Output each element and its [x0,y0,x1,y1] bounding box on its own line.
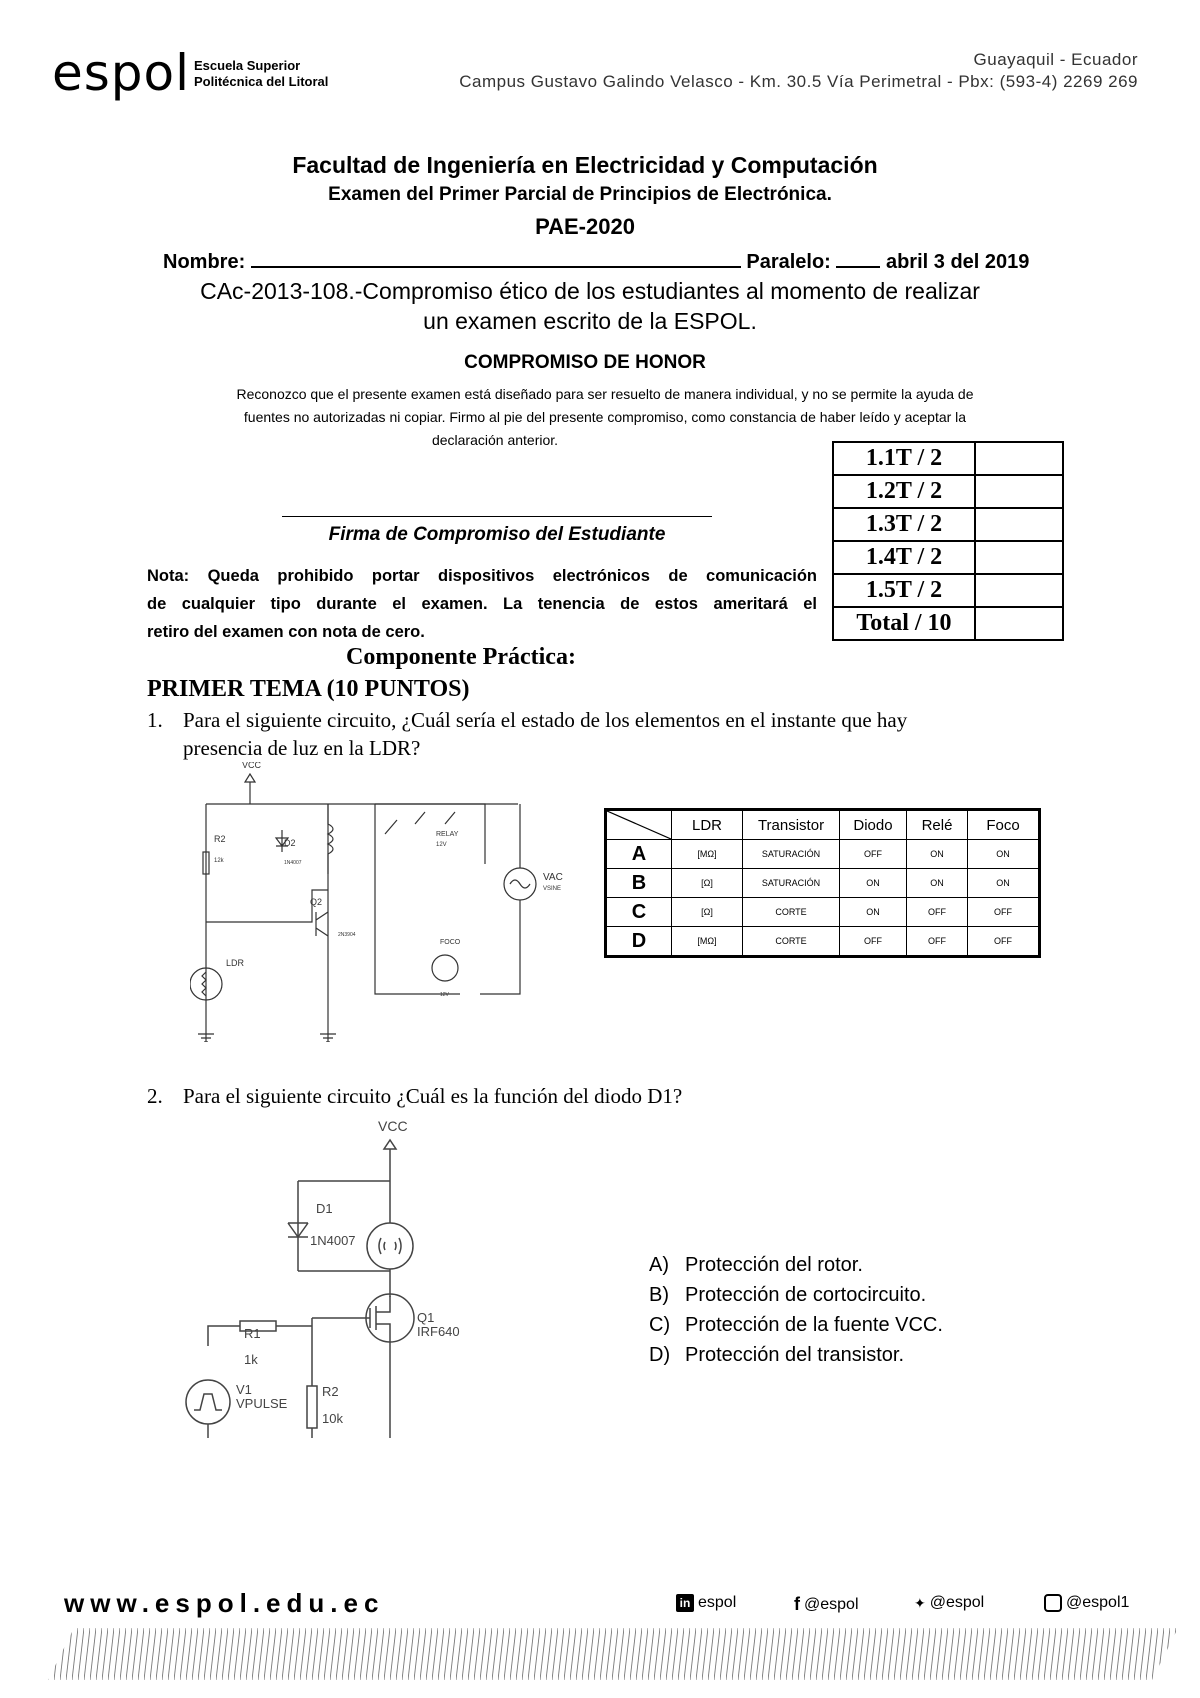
cac-line-2: un examen escrito de la ESPOL. [423,308,757,334]
option-label: A [606,840,672,869]
score-table [832,441,1064,641]
exam-code: PAE-2020 [535,214,635,239]
circuit-1-diagram [190,762,590,1042]
ans-header: Foco [968,810,1040,840]
paralelo-field[interactable] [836,248,880,268]
diagonal-icon [607,811,671,839]
score-row [833,442,1063,475]
score-cell[interactable] [975,541,1063,574]
facebook-handle: @espol [804,1595,859,1613]
c1-label-d2: D2 [284,838,296,848]
c2-label-r2v: 10k [322,1411,343,1426]
option-letter: D) [649,1344,671,1366]
q2-option-c[interactable] [649,1310,943,1340]
ans-header: Diodo [840,810,907,840]
table-cell: CORTE [743,898,840,927]
table-cell: OFF [840,840,907,869]
twitter-icon: ✦ [914,1594,926,1611]
table-cell: [Ω] [672,869,743,898]
q2-options [649,1250,943,1370]
q2-number: 2. [147,1084,163,1108]
score-row [833,508,1063,541]
score-label: Total / 10 [833,607,975,640]
score-cell[interactable] [975,508,1063,541]
footer-instagram[interactable] [1044,1594,1129,1612]
header-city: Guayaquil - Ecuador [973,50,1138,69]
name-field[interactable] [251,248,741,268]
twitter-handle: @espol [929,1594,985,1611]
c2-label-v1: V1 [236,1382,252,1397]
tema-heading: PRIMER TEMA (10 PUNTOS) [147,676,470,702]
table-row[interactable] [606,898,1040,927]
logo-sub-line1: Escuela Superior [194,58,301,73]
c1-label-ldr: LDR [226,958,245,968]
score-row [833,607,1063,640]
c2-label-d1: D1 [316,1201,333,1216]
c2-label-r1v: 1k [244,1352,258,1367]
score-label: 1.4T / 2 [833,541,975,574]
c1-label-focov: 12V [440,992,449,998]
c1-label-foco: FOCO [440,939,461,946]
q1-text-1: Para el siguiente circuito, ¿Cuál sería el estado de los elementos en el instante que hay [183,708,908,732]
q2-text: Para el siguiente circuito ¿Cuál es la función del diodo D1? [183,1084,683,1108]
q2-option-d[interactable] [649,1340,943,1370]
c2-label-d1v: 1N4007 [310,1233,356,1248]
table-row[interactable] [606,927,1040,957]
faculty-title: Facultad de Ingeniería en Electricidad y Computación [292,152,878,178]
option-letter: B) [649,1284,669,1306]
table-cell: ON [968,869,1040,898]
score-cell[interactable] [975,442,1063,475]
footer-website[interactable]: www.espol.edu.ec [64,1588,385,1618]
signature-line[interactable] [282,516,712,517]
instagram-handle: @espol1 [1066,1594,1130,1611]
option-label: C [606,898,672,927]
header-address: Campus Gustavo Galindo Velasco - Km. 30.5 Vía Perimetral - Pbx: (593-4) 2269 269 [459,72,1138,91]
ans-header: Relé [907,810,968,840]
option-letter: C) [649,1314,671,1336]
score-label: 1.3T / 2 [833,508,975,541]
c1-label-d2v: 1N4007 [284,860,302,866]
name-label: Nombre: [163,251,246,273]
table-cell: SATURACIÓN [743,869,840,898]
q1-number: 1. [147,708,163,732]
q2-option-a[interactable] [649,1250,943,1280]
score-cell[interactable] [975,475,1063,508]
c1-label-r2v: 12k [214,858,224,864]
option-text: Protección del transistor. [685,1344,904,1366]
note-line-1: Nota: Queda prohibido portar dispositivos electrónicos de comunicación [147,567,817,585]
c1-label-q2v: 2N3904 [338,932,356,938]
footer-hatch-pattern [48,1628,1178,1680]
table-row[interactable] [606,840,1040,869]
ans-header-row [606,810,1040,840]
honor-text-3: declaración anterior. [431,432,559,448]
score-cell[interactable] [975,607,1063,640]
option-text: Protección de cortocircuito. [685,1284,927,1306]
note-block [147,562,817,646]
option-text: Protección de la fuente VCC. [685,1314,943,1336]
c2-label-q1v: IRF640 [417,1324,460,1339]
paralelo-label: Paralelo: [746,251,831,273]
linkedin-icon: in [676,1594,694,1612]
ans-corner-cell [606,810,672,840]
table-cell: SATURACIÓN [743,840,840,869]
name-row [163,248,1029,274]
option-letter: A) [649,1254,669,1276]
c2-label-r1: R1 [244,1326,261,1341]
q2-option-b[interactable] [649,1280,943,1310]
table-cell: OFF [968,927,1040,957]
component-heading: Componente Práctica: [346,644,576,670]
c2-label-vcc: VCC [378,1118,408,1134]
table-cell: [MΩ] [672,927,743,957]
ans-header: LDR [672,810,743,840]
score-cell[interactable] [975,574,1063,607]
circuit-2-diagram [180,1118,480,1438]
honor-text-1: Reconozco que el presente examen está diseñado para ser resuelto de manera individual, y no se permite la ayuda de [236,386,974,402]
option-text: Protección del rotor. [685,1254,863,1276]
table-row[interactable] [606,869,1040,898]
exam-date: abril 3 del 2019 [885,251,1030,273]
honor-text-2: fuentes no autorizadas ni copiar. Firmo al pie del presente compromiso, como constancia de haber leído y aceptar la [243,409,967,425]
logo-wordmark: espol [52,44,191,102]
score-label: 1.5T / 2 [833,574,975,607]
instagram-icon [1044,1594,1062,1612]
c1-label-vacv: VSINE [543,886,562,892]
linkedin-handle: espol [698,1594,737,1611]
c2-label-r2: R2 [322,1384,339,1399]
score-row [833,574,1063,607]
honor-heading: COMPROMISO DE HONOR [464,352,706,373]
table-cell: ON [968,840,1040,869]
note-line-3: retiro del examen con nota de cero. [147,623,425,641]
score-row [833,541,1063,574]
c1-label-q2: Q2 [310,897,323,907]
option-label: D [606,927,672,957]
score-row [833,475,1063,508]
table-cell: ON [907,869,968,898]
logo-subtitle [194,58,328,90]
c1-label-vac: VAC [543,872,563,883]
score-label: 1.1T / 2 [833,442,975,475]
table-cell: OFF [907,898,968,927]
q1-text-2: presencia de luz en la LDR? [183,736,421,760]
table-cell: [MΩ] [672,840,743,869]
note-line-2: de cualquier tipo durante el examen. La tenencia de estos ameritará el [147,595,817,613]
table-cell: OFF [907,927,968,957]
table-cell: OFF [840,927,907,957]
footer-twitter[interactable] [914,1594,984,1612]
c1-label-relay: RELAY [436,831,459,838]
exam-title: Examen del Primer Parcial de Principios de Electrónica. [328,184,832,205]
footer-facebook[interactable] [794,1594,859,1615]
table-cell: OFF [968,898,1040,927]
table-cell: [Ω] [672,898,743,927]
signature-label: Firma de Compromiso del Estudiante [328,524,666,545]
c2-label-v1v: VPULSE [236,1396,288,1411]
table-cell: CORTE [743,927,840,957]
ans-header: Transistor [743,810,840,840]
score-label: 1.2T / 2 [833,475,975,508]
table-cell: ON [840,898,907,927]
c1-label-r2: R2 [214,834,226,844]
q1-answer-table [604,808,1041,958]
cac-line-1: CAc-2013-108.-Compromiso ético de los estudiantes al momento de realizar [200,278,980,304]
logo-sub-line2: Politécnica del Litoral [194,74,329,89]
c2-label-q1: Q1 [417,1310,435,1325]
option-label: B [606,869,672,898]
c1-label-vcc: VCC [242,762,262,770]
table-cell: ON [907,840,968,869]
c1-label-relayv: 12V [436,842,447,848]
table-cell: ON [840,869,907,898]
facebook-icon: f [794,1594,800,1614]
footer-linkedin[interactable] [676,1594,736,1612]
